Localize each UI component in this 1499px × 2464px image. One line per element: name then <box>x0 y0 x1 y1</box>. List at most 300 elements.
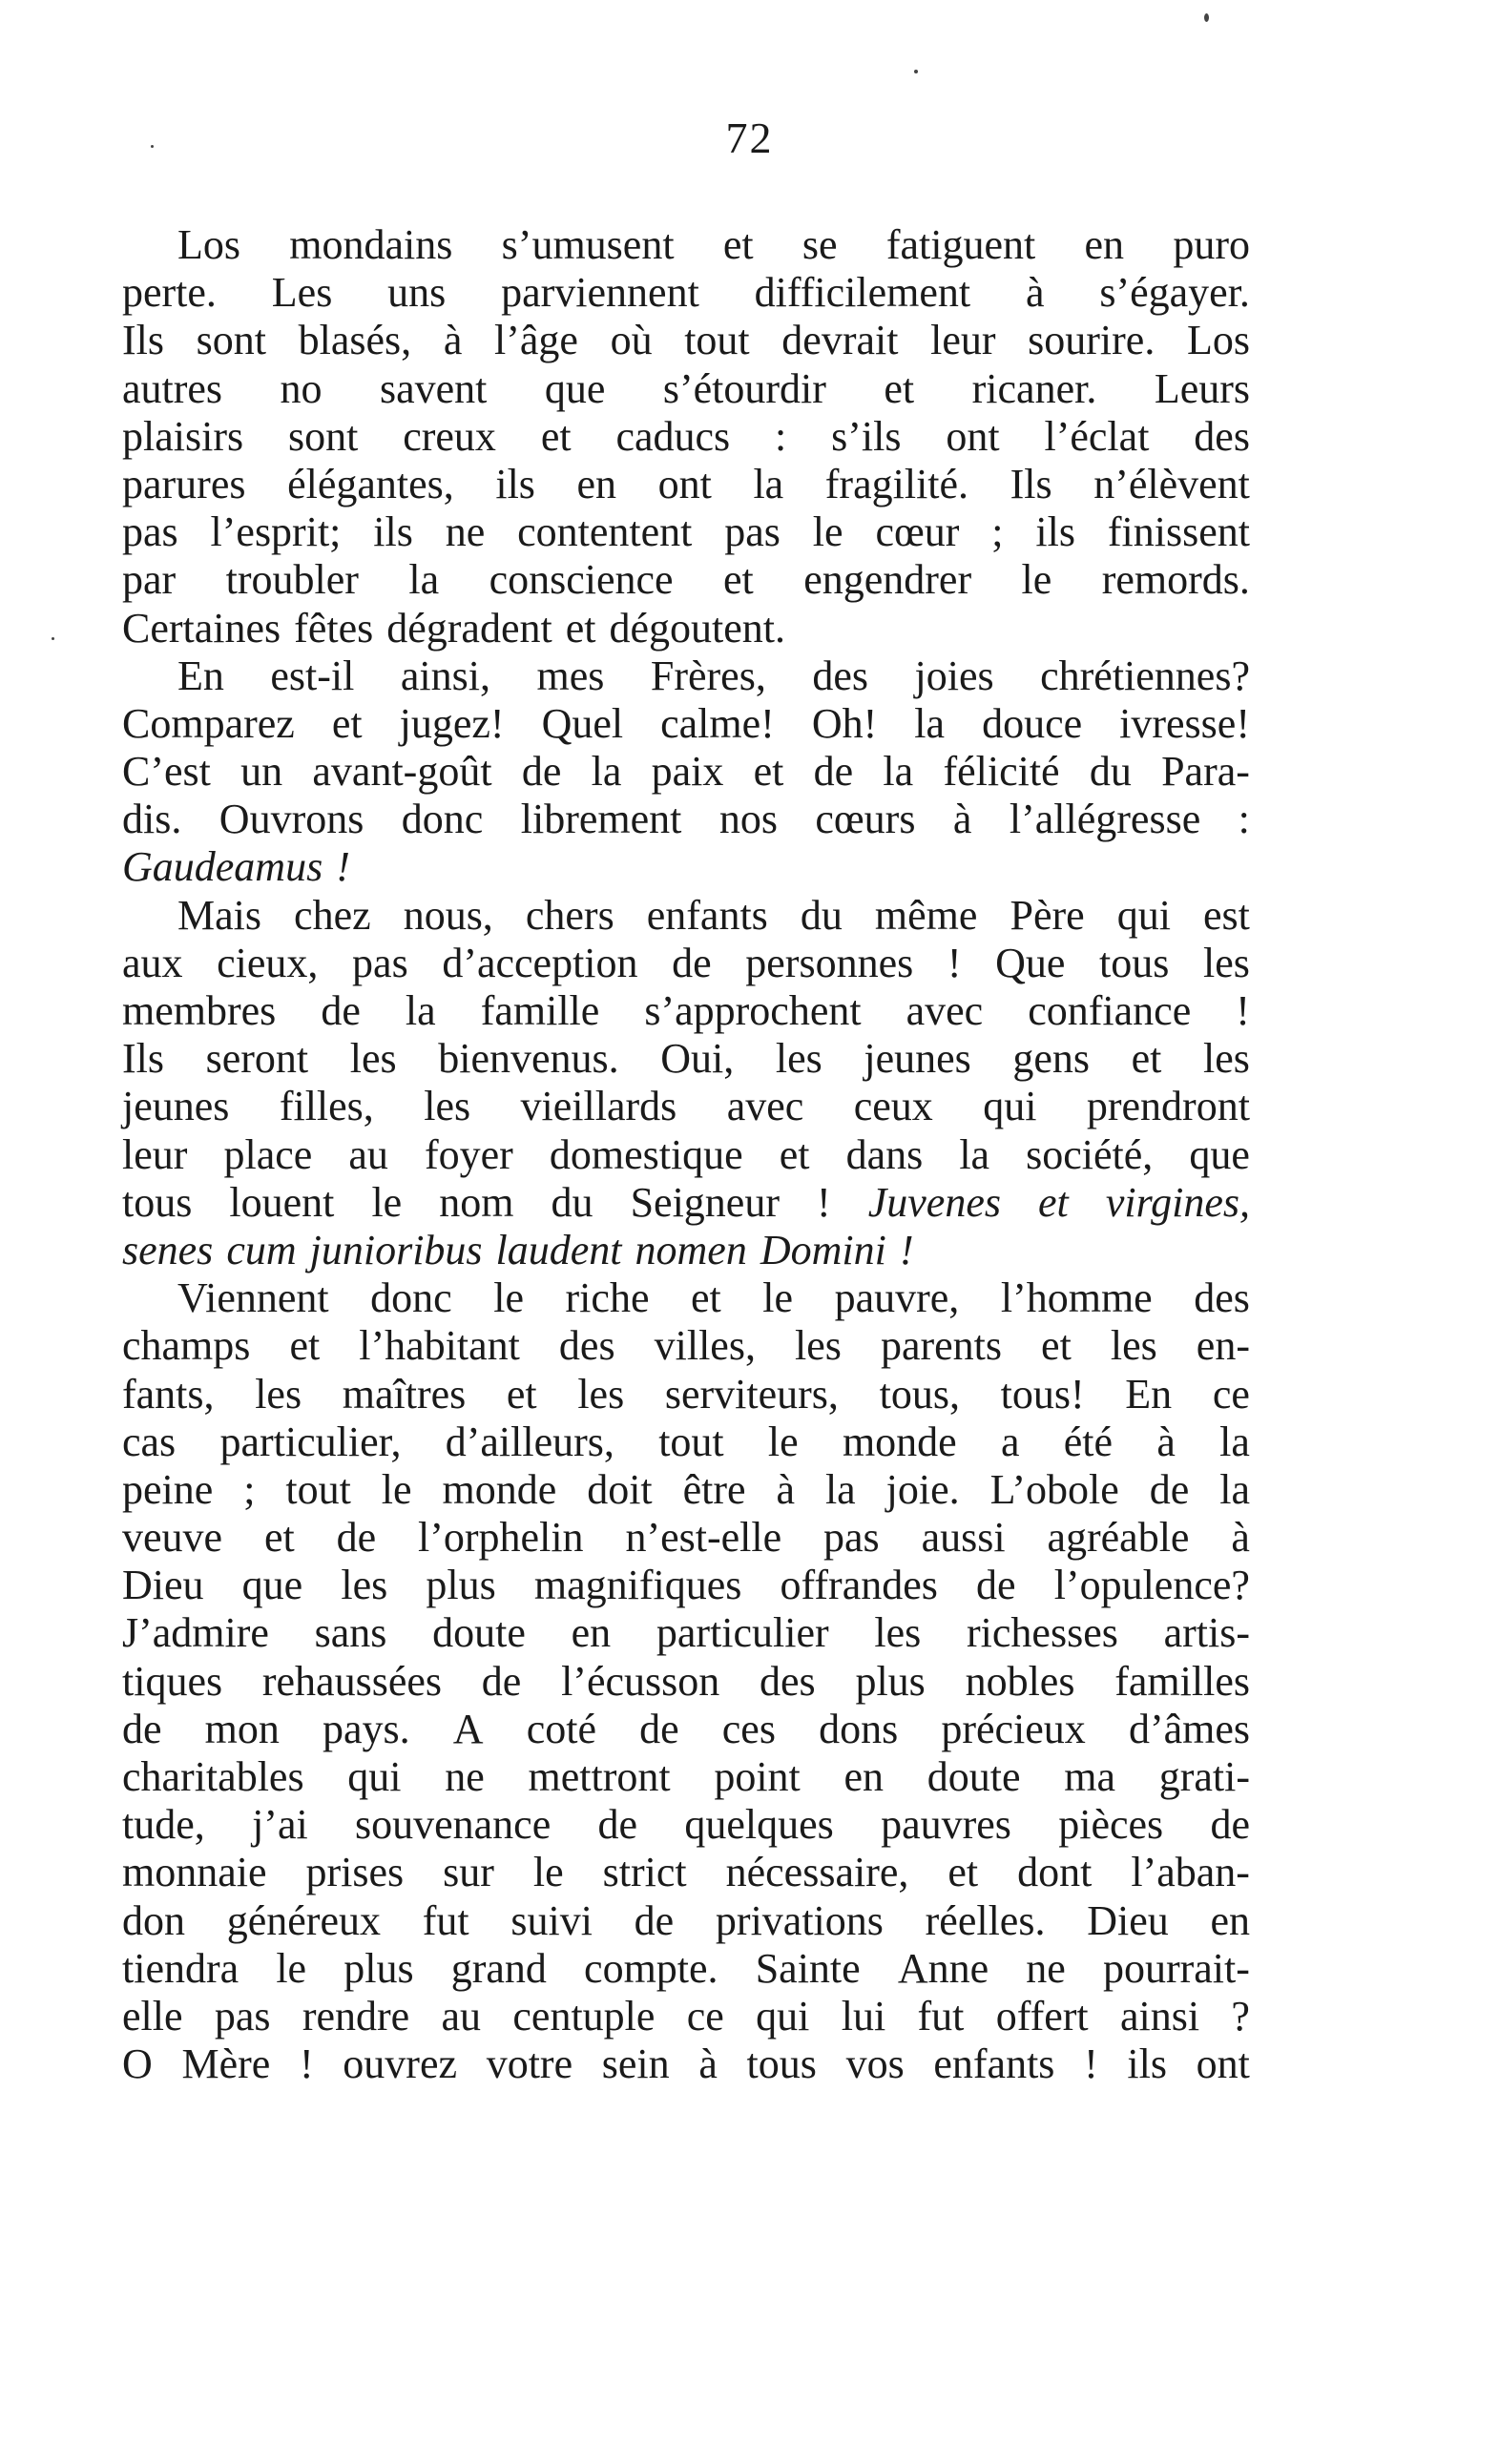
word: j’ai <box>252 1801 308 1849</box>
word: nomen <box>635 1226 747 1273</box>
word: ne <box>445 508 486 556</box>
text-line <box>122 1371 1250 1418</box>
word: centuple <box>512 1992 656 2040</box>
word: pauvres <box>881 1801 1011 1849</box>
word: en- <box>1196 1322 1250 1370</box>
word: et <box>1131 1035 1162 1083</box>
word: les <box>349 1035 397 1083</box>
word: des <box>1194 412 1250 460</box>
word: être <box>682 1465 746 1513</box>
word: la <box>883 748 914 796</box>
word: avant-goût <box>312 748 492 796</box>
word: à <box>1025 269 1045 317</box>
word: les <box>775 1035 822 1083</box>
word: en <box>1084 221 1125 268</box>
word: et <box>1041 1322 1072 1370</box>
text-line <box>122 700 1250 748</box>
word: leur <box>122 1130 188 1178</box>
word: a <box>1000 1418 1020 1465</box>
word: ont <box>946 412 1000 460</box>
word: et <box>723 556 754 604</box>
word: un <box>240 748 283 796</box>
text-line <box>122 1514 1250 1562</box>
word: parents <box>880 1322 1002 1370</box>
word: pauvre, <box>834 1274 960 1322</box>
word: En <box>177 652 224 699</box>
word: pas <box>214 1992 271 2040</box>
word: et <box>506 1370 537 1418</box>
word: Ils <box>1010 460 1052 507</box>
word: plus <box>855 1657 926 1705</box>
word: pièces <box>1058 1801 1164 1849</box>
word: au <box>348 1130 388 1178</box>
word: les <box>795 1322 842 1370</box>
word: et <box>565 604 596 652</box>
word: dont <box>1017 1849 1093 1896</box>
word: tous! <box>1000 1370 1085 1418</box>
word: tout <box>285 1465 351 1513</box>
word: devrait <box>781 317 899 364</box>
word: virgines, <box>1105 1178 1250 1226</box>
word: tude, <box>122 1801 205 1849</box>
word: pourrait- <box>1102 1944 1250 1992</box>
word: point <box>714 1753 801 1800</box>
word: et <box>289 1322 321 1370</box>
word: du <box>800 891 843 939</box>
text-line <box>122 987 1250 1035</box>
word: la <box>591 748 622 796</box>
word: qui <box>983 1083 1037 1130</box>
text-line <box>122 508 1250 556</box>
word: les <box>874 1609 922 1657</box>
word: par <box>122 556 177 604</box>
word: monde <box>442 1465 557 1513</box>
word: à <box>443 317 463 364</box>
word: C’est <box>122 748 211 796</box>
word: en <box>571 1609 612 1657</box>
text-line <box>122 1993 1250 2040</box>
word: sont <box>287 412 359 460</box>
word: Gaudeamus <box>122 843 323 891</box>
word: Dieu <box>1087 1896 1169 1944</box>
word: et <box>884 364 915 412</box>
word: se <box>802 221 838 268</box>
word: famille <box>480 987 600 1034</box>
word: dis. <box>122 796 182 843</box>
word: remords. <box>1101 556 1250 604</box>
word: peine <box>122 1465 214 1513</box>
word: Ils <box>122 317 164 364</box>
word: joie. <box>885 1465 960 1513</box>
word: L’obole <box>989 1465 1119 1513</box>
word: aussi <box>921 1514 1006 1562</box>
word: où <box>610 317 653 364</box>
word: à <box>698 2040 718 2088</box>
word: ces <box>721 1705 776 1752</box>
word: est <box>1202 891 1250 939</box>
word: le <box>493 1274 524 1322</box>
word: ! <box>947 939 962 986</box>
word: les <box>424 1083 471 1130</box>
word: et <box>331 699 363 747</box>
text-line <box>122 605 1250 652</box>
word: Sainte <box>755 1944 861 1992</box>
word: et <box>947 1849 979 1896</box>
word: ivresse! <box>1119 699 1250 747</box>
word: de <box>672 939 712 986</box>
word: cum <box>226 1226 297 1273</box>
word: strict <box>602 1849 687 1896</box>
text-line <box>122 796 1250 843</box>
word: de <box>976 1562 1016 1609</box>
word: foyer <box>424 1130 513 1178</box>
text-line <box>122 1035 1250 1083</box>
word: des <box>760 1657 816 1705</box>
word: félicité <box>943 748 1060 796</box>
word: particulier, <box>219 1418 402 1465</box>
word: offrandes <box>780 1562 938 1609</box>
word: donc <box>401 796 484 843</box>
word: le <box>276 1944 307 1992</box>
word: engendrer <box>803 556 972 604</box>
word: tout <box>658 1418 724 1465</box>
word: elle <box>122 1992 183 2040</box>
word: Leurs <box>1154 364 1250 412</box>
word: : <box>775 412 787 460</box>
word: Oui, <box>660 1035 735 1083</box>
word: Quel <box>541 699 624 747</box>
word: parviennent <box>501 269 699 317</box>
word: Comparez <box>122 699 295 747</box>
word: qui <box>1116 891 1171 939</box>
word: agréable <box>1047 1514 1190 1562</box>
word: de <box>521 748 562 796</box>
word: ainsi <box>1119 1992 1200 2040</box>
word: et <box>722 221 754 268</box>
word: doit <box>587 1465 653 1513</box>
word: ils <box>495 460 535 507</box>
word: blasés, <box>298 317 412 364</box>
word: compte. <box>584 1944 718 1992</box>
word: coté <box>526 1705 596 1752</box>
word: doute <box>432 1609 526 1657</box>
word: tous, <box>879 1370 960 1418</box>
text-line <box>122 843 1250 891</box>
word: caducs <box>615 412 731 460</box>
text-line <box>122 1658 1250 1706</box>
word: les <box>341 1562 388 1609</box>
word: pas <box>352 939 408 986</box>
word: veuve <box>122 1514 223 1562</box>
word: leur <box>930 317 996 364</box>
word: précieux <box>941 1705 1086 1752</box>
page-number: 72 <box>725 114 774 162</box>
word: sein <box>601 2040 670 2088</box>
word: du <box>1089 748 1132 796</box>
text-line <box>122 1609 1250 1657</box>
word: ils <box>1127 2040 1167 2088</box>
text-line <box>122 317 1250 364</box>
word: jugez! <box>399 699 505 747</box>
word: en <box>576 460 617 507</box>
word: cœur <box>875 508 960 556</box>
word: Dieu <box>122 1562 204 1609</box>
word: en <box>843 1753 885 1800</box>
word: été <box>1063 1418 1114 1465</box>
word: les <box>577 1370 625 1418</box>
word: familles <box>1114 1657 1250 1705</box>
word: offert <box>995 1992 1089 2040</box>
word: Domini <box>760 1226 886 1273</box>
word: à <box>1231 1514 1250 1562</box>
word: chers <box>525 891 614 939</box>
word: cieux, <box>217 939 319 986</box>
word: avec <box>726 1083 804 1130</box>
word: En <box>1125 1370 1173 1418</box>
word: troubler <box>225 556 359 604</box>
word: nobles <box>965 1657 1075 1705</box>
word: des <box>1194 1274 1250 1322</box>
word: pays. <box>323 1705 410 1752</box>
word: Frères, <box>650 652 766 699</box>
word: l’opulence? <box>1053 1562 1250 1609</box>
word: vieillards <box>520 1083 677 1130</box>
word: société, <box>1026 1130 1154 1178</box>
word: sans <box>314 1609 387 1657</box>
word: d’ailleurs, <box>445 1418 614 1465</box>
word: est-il <box>270 652 355 699</box>
word: ! <box>1084 2040 1098 2088</box>
word: de <box>122 1705 162 1752</box>
word: l’allégresse <box>1009 796 1201 843</box>
text-line <box>122 748 1250 796</box>
word: l’éclat <box>1044 412 1150 460</box>
word: finissent <box>1107 508 1250 556</box>
word: domestique <box>549 1130 743 1178</box>
word: fut <box>917 1992 965 2040</box>
word: ; <box>991 508 1004 556</box>
word: fatiguent <box>885 221 1036 268</box>
word: ils <box>373 508 413 556</box>
word: pas <box>122 508 178 556</box>
word: richesses <box>967 1609 1118 1657</box>
text-line <box>122 1274 1250 1322</box>
word: Juvenes <box>867 1178 1001 1226</box>
word: cas <box>122 1418 177 1465</box>
text-line <box>122 1227 1250 1274</box>
word: ricaner. <box>971 364 1097 412</box>
word: n’est-elle <box>625 1514 782 1562</box>
text-line <box>122 940 1250 987</box>
word: riche <box>565 1274 650 1322</box>
word: creux <box>403 412 496 460</box>
word: et <box>691 1274 721 1322</box>
word: confiance <box>1028 987 1192 1034</box>
word: champs <box>122 1322 251 1370</box>
word: plaisirs <box>122 412 244 460</box>
word: tous <box>1099 939 1170 986</box>
word: gens <box>1012 1035 1091 1083</box>
word: s’étourdir <box>662 364 826 412</box>
word: nécessaire, <box>725 1849 909 1896</box>
word: uns <box>387 269 447 317</box>
word: l’habitant <box>359 1322 520 1370</box>
word: prises <box>305 1849 405 1896</box>
word: les <box>255 1370 302 1418</box>
word: grand <box>450 1944 547 1992</box>
word: magnifiques <box>533 1562 742 1609</box>
word: quelques <box>684 1801 834 1849</box>
word: suivi <box>510 1896 593 1944</box>
word: la <box>405 987 436 1034</box>
word: le <box>812 508 843 556</box>
text-line <box>122 221 1250 269</box>
word: de <box>321 987 361 1034</box>
word: de <box>639 1705 679 1752</box>
word: s’égayer. <box>1099 269 1250 317</box>
text-line <box>122 413 1250 461</box>
word: librement <box>520 796 682 843</box>
word: ce <box>1212 1370 1250 1418</box>
word: de <box>634 1896 675 1944</box>
word: l’homme <box>1000 1274 1153 1322</box>
text-line <box>122 1706 1250 1753</box>
text-line <box>122 461 1250 508</box>
word: plus <box>426 1562 496 1609</box>
word: Que <box>995 939 1066 986</box>
word: la <box>959 1130 990 1178</box>
word: et <box>753 748 784 796</box>
scan-speck <box>1204 13 1209 22</box>
word: privations <box>715 1896 884 1944</box>
word: et <box>263 1514 295 1562</box>
word: : <box>1238 796 1250 843</box>
word: sourire. <box>1028 317 1155 364</box>
word: J’admire <box>122 1609 269 1657</box>
word: perte. <box>122 269 217 317</box>
word: pas <box>724 508 781 556</box>
word: que <box>1189 1130 1250 1178</box>
word: monde <box>842 1418 957 1465</box>
word: Seigneur <box>630 1178 780 1226</box>
word: que <box>544 364 606 412</box>
text-line <box>122 1418 1250 1466</box>
word: Père <box>1010 891 1085 939</box>
word: ; <box>243 1465 256 1513</box>
text-line <box>122 1849 1250 1896</box>
word: la <box>1219 1465 1250 1513</box>
text-line <box>122 1179 1250 1227</box>
word: le <box>1021 556 1052 604</box>
word: la <box>824 1465 856 1513</box>
word: d’acception <box>442 939 638 986</box>
text-line <box>122 1131 1250 1179</box>
word: de <box>813 748 854 796</box>
word: place <box>223 1130 313 1178</box>
word: généreux <box>226 1896 381 1944</box>
text-line <box>122 2040 1250 2088</box>
word: parures <box>122 460 246 507</box>
word: l’aban- <box>1131 1849 1250 1896</box>
word: rendre <box>302 1992 410 2040</box>
word: jeunes <box>864 1035 971 1083</box>
text-line <box>122 269 1250 317</box>
word: fants, <box>122 1370 215 1418</box>
text-line <box>122 1801 1250 1849</box>
word: autres <box>122 364 223 412</box>
word: la <box>1219 1418 1250 1465</box>
word: laudent <box>495 1226 622 1273</box>
word: à <box>776 1465 795 1513</box>
word: calme! <box>660 699 775 747</box>
word: votre <box>486 2040 573 2088</box>
word: en <box>1210 1896 1250 1944</box>
word: ont <box>1196 2040 1250 2088</box>
word: d’âmes <box>1128 1705 1250 1752</box>
word: monnaie <box>122 1849 267 1896</box>
word: ont <box>657 460 712 507</box>
word: ma <box>1064 1753 1115 1800</box>
word: sur <box>443 1849 494 1896</box>
word: nous, <box>403 891 493 939</box>
text-line <box>122 556 1250 604</box>
word: ce <box>686 1992 724 2040</box>
word: plus <box>344 1944 414 1992</box>
word: réelles. <box>925 1896 1046 1944</box>
word: la <box>408 556 440 604</box>
word: Ils <box>122 1035 164 1083</box>
text-line <box>122 1753 1250 1801</box>
scan-speck <box>914 70 918 73</box>
word: de <box>597 1801 638 1849</box>
word: nom <box>439 1178 514 1226</box>
word: donc <box>370 1274 452 1322</box>
word: et <box>1038 1178 1069 1226</box>
word: enfants <box>646 891 768 939</box>
word: la <box>753 460 784 507</box>
word: la <box>914 699 946 747</box>
word: Certaines <box>122 604 281 652</box>
word: ceux <box>853 1083 933 1130</box>
word: Anne <box>897 1944 989 1992</box>
word: élégantes, <box>287 460 454 507</box>
word: le <box>767 1418 799 1465</box>
word: ! <box>336 843 350 891</box>
word: difficilement <box>754 269 971 317</box>
word: puro <box>1173 221 1250 268</box>
word: ! <box>1236 987 1250 1034</box>
word: savent <box>380 364 488 412</box>
word: artis- <box>1163 1609 1250 1657</box>
word: jeunes <box>122 1083 230 1130</box>
word: vos <box>845 2040 905 2088</box>
text-line <box>122 1897 1250 1945</box>
word: ne <box>445 1753 485 1800</box>
word: du <box>551 1178 593 1226</box>
text-line <box>122 1562 1250 1609</box>
text-line <box>122 1083 1250 1130</box>
word: no <box>280 364 323 412</box>
word: charitables <box>122 1753 304 1800</box>
word: l’esprit; <box>210 508 342 556</box>
word: s’approchent <box>644 987 862 1034</box>
text-line <box>122 1466 1250 1514</box>
word: ainsi, <box>400 652 490 699</box>
word: et <box>779 1130 810 1178</box>
word: prendront <box>1086 1083 1250 1130</box>
word: fut <box>422 1896 469 1944</box>
text-line <box>122 652 1250 700</box>
